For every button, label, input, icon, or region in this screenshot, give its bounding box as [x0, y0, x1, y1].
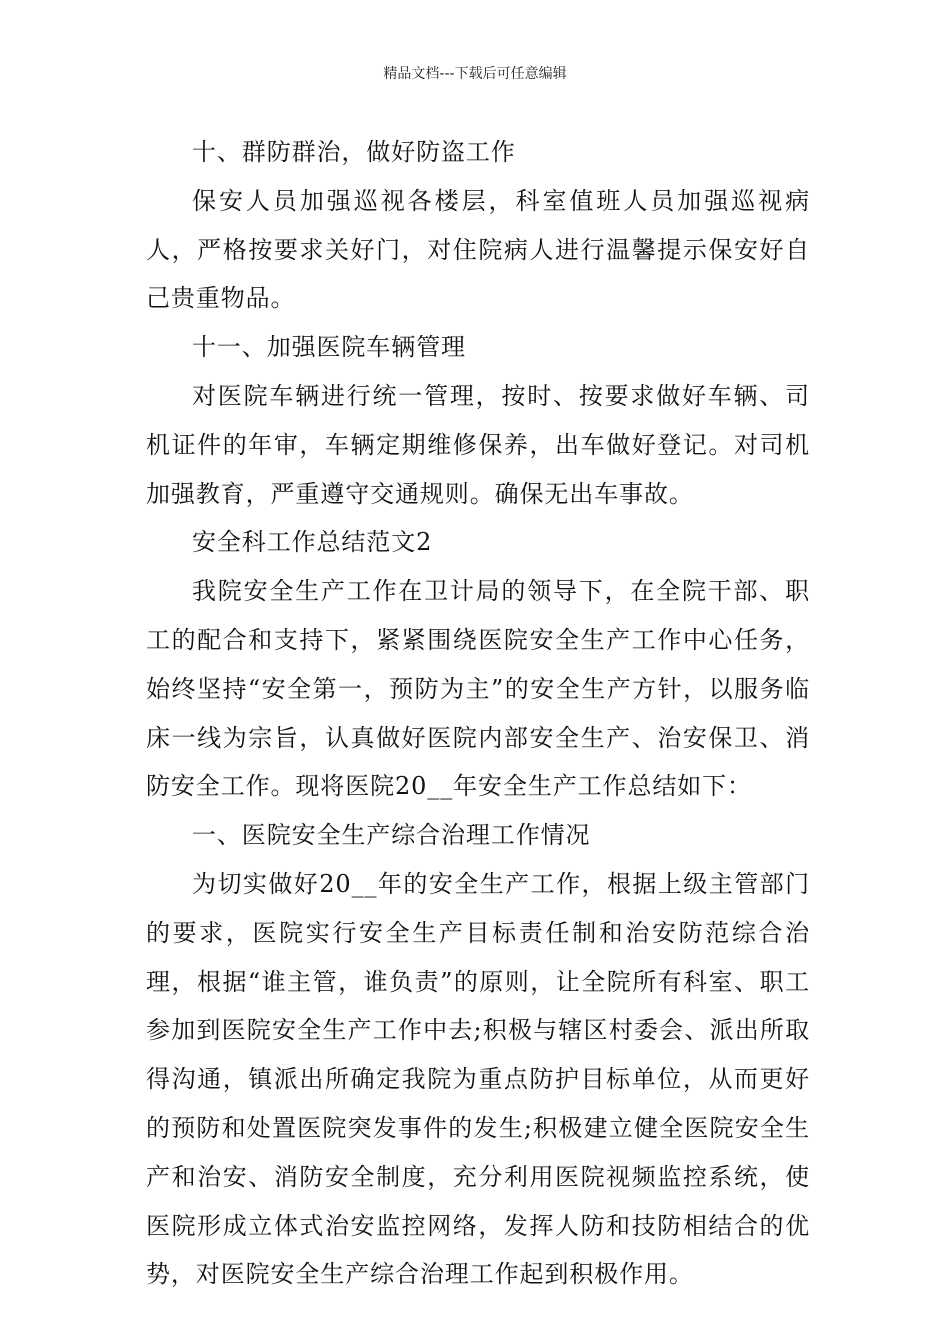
- paragraph: 保安人员加强巡视各楼层，科室值班人员加强巡视病人，严格按要求关好门，对住院病人进行温馨提示保安好自己贵重物品。: [146, 186, 810, 313]
- section-heading: 一、医院安全生产综合治理工作情况: [192, 821, 591, 850]
- page-header: 精品文档---下载后可任意编辑: [383, 66, 567, 82]
- paragraph: 我院安全生产工作在卫计局的领导下，在全院干部、职工的配合和支持下，紧紧围绕医院安全生产工作中心任务，始终坚持“安全第一，预防为主”的安全生产方针，以服务临床一线为宗旨，认真做好医院内部安全生产、治安保卫、消防安全工作。现将医院20__年安全生产工作总结如下：: [146, 577, 810, 801]
- paragraph: 对医院车辆进行统一管理，按时、按要求做好车辆、司机证件的年审，车辆定期维修保养，出车做好登记。对司机加强教育，严重遵守交通规则。确保无出车事故。: [146, 381, 810, 508]
- section-heading: 安全科工作总结范文2: [192, 528, 433, 557]
- section-heading: 十一、加强医院车辆管理: [192, 333, 466, 362]
- paragraph: 为切实做好20__年的安全生产工作，根据上级主管部门的要求，医院实行安全生产目标责任制和治安防范综合治理，根据“谁主管，谁负责”的原则，让全院所有科室、职工参加到医院安全生产工作中去;积极与辖区村委会、派出所取得沟通，镇派出所确定我院为重点防护目标单位，从而更好的预防和处置医院突发事件的发生;积极建立健全医院安全生产和治安、消防安全制度，充分利用医院视频监控系统，使医院形成立体式治安监控网络，发挥人防和技防相结合的优势，对医院安全生产综合治理工作起到积极作用。: [146, 869, 810, 1289]
- document-body: [146, 128, 810, 1299]
- section-heading: 十、群防群治，做好防盗工作: [192, 138, 516, 166]
